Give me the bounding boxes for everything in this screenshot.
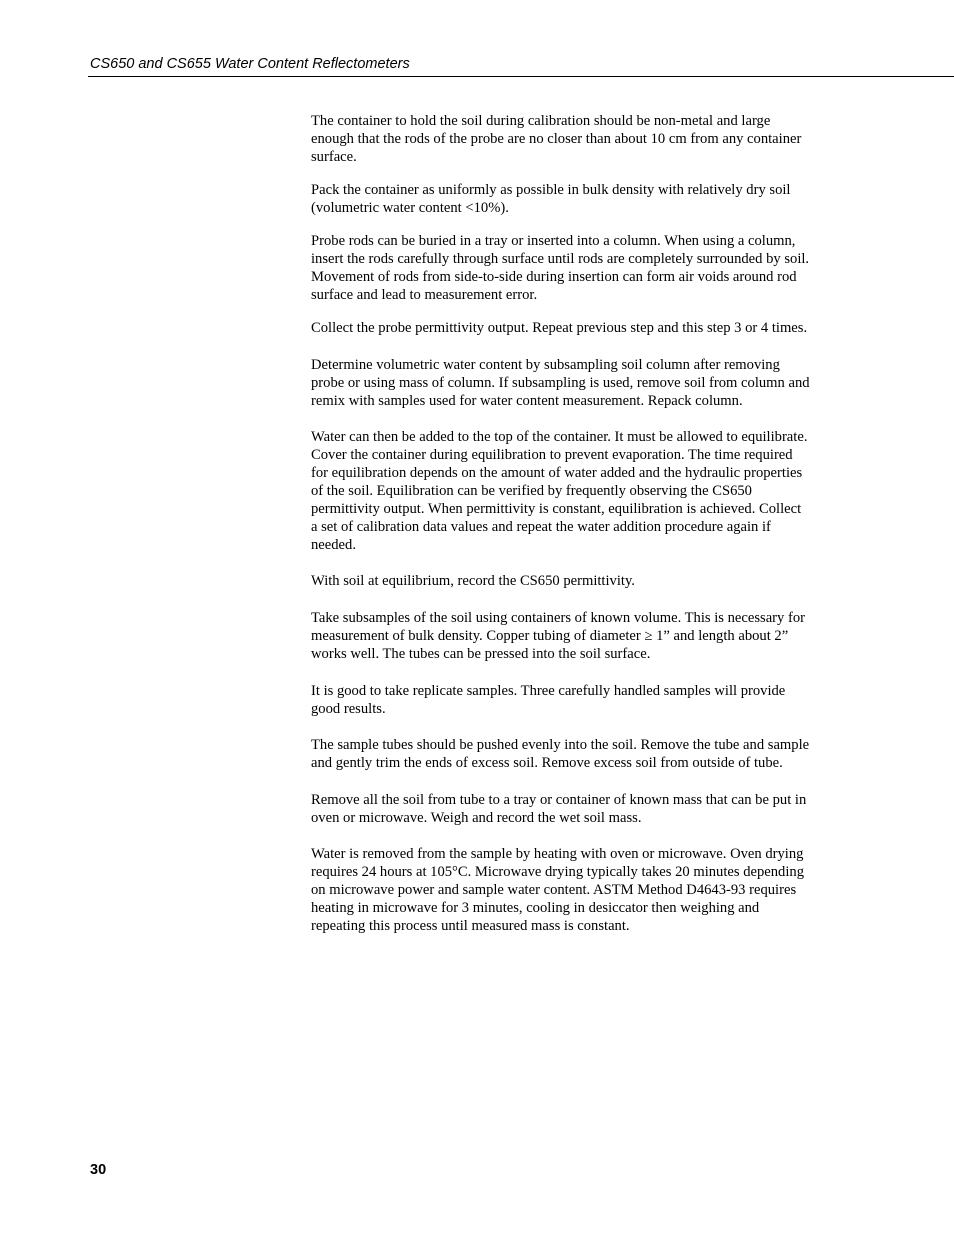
paragraph-remove-soil: Remove all the soil from tube to a tray or container of known mass that can be put in oven or microwave. Weigh and record the wet soil mass. <box>311 792 807 826</box>
paragraph-water-added: Water can then be added to the top of the container. It must be allowed to equilibrate. Cover the container during equilibration to prevent evaporation. The time required for equilibration depends on the amount of water added and the hydraulic properties of the soil. Equilibration can be verified by frequently observing the CS650 permittivity output. When permittivity is constant, equilibration is achieved. Collect a set of calibration data values and repeat the water addition procedure again if needed. <box>311 429 808 553</box>
header-rule <box>88 76 954 77</box>
paragraph-container: The container to hold the soil during calibration should be non-metal and large enough that the rods of the probe are no closer than about 10 cm from any container surface. <box>311 113 802 165</box>
paragraph-subsamples: Take subsamples of the soil using containers of known volume. This is necessary for measurement of bulk density. Copper tubing of diameter ≥ 1” and length about 2” works well. The tubes can be pressed into the soil surface. <box>311 610 805 662</box>
paragraph-pack: Pack the container as uniformly as possible in bulk density with relatively dry soil (volumetric water content <10%). <box>311 182 791 216</box>
body-column <box>311 112 811 935</box>
paragraph-probe-rods: Probe rods can be buried in a tray or inserted into a column. When using a column, insert the rods carefully through surface until rods are completely surrounded by soil. Movement of rods from side-to-side during insertion can form air voids around rod surface and lead to measurement error. <box>311 233 810 303</box>
paragraph-equilibrium: With soil at equilibrium, record the CS650 permittivity. <box>311 573 635 589</box>
paragraph-determine: Determine volumetric water content by subsampling soil column after removing probe or using mass of column. If subsampling is used, remove soil from column and remix with samples used for water content measurement. Repack column. <box>311 357 810 409</box>
page-number: 30 <box>90 1162 107 1178</box>
paragraph-drying: Water is removed from the sample by heating with oven or microwave. Oven drying requires 24 hours at 105°C. Microwave drying typically takes 20 minutes depending on microwave power and sample water content. ASTM Method D4643-93 requires heating in microwave for 3 minutes, cooling in desiccator then weighing and repeating this process until measured mass is constant. <box>311 846 805 934</box>
paragraph-sample-tubes: The sample tubes should be pushed evenly into the soil. Remove the tube and sample and gently trim the ends of excess soil. Remove excess soil from outside of tube. <box>311 737 810 771</box>
running-header: CS650 and CS655 Water Content Reflectometers <box>90 56 410 72</box>
paragraph-collect: Collect the probe permittivity output. Repeat previous step and this step 3 or 4 times. <box>311 320 808 336</box>
paragraph-replicate: It is good to take replicate samples. Three carefully handled samples will provide good results. <box>311 683 786 717</box>
